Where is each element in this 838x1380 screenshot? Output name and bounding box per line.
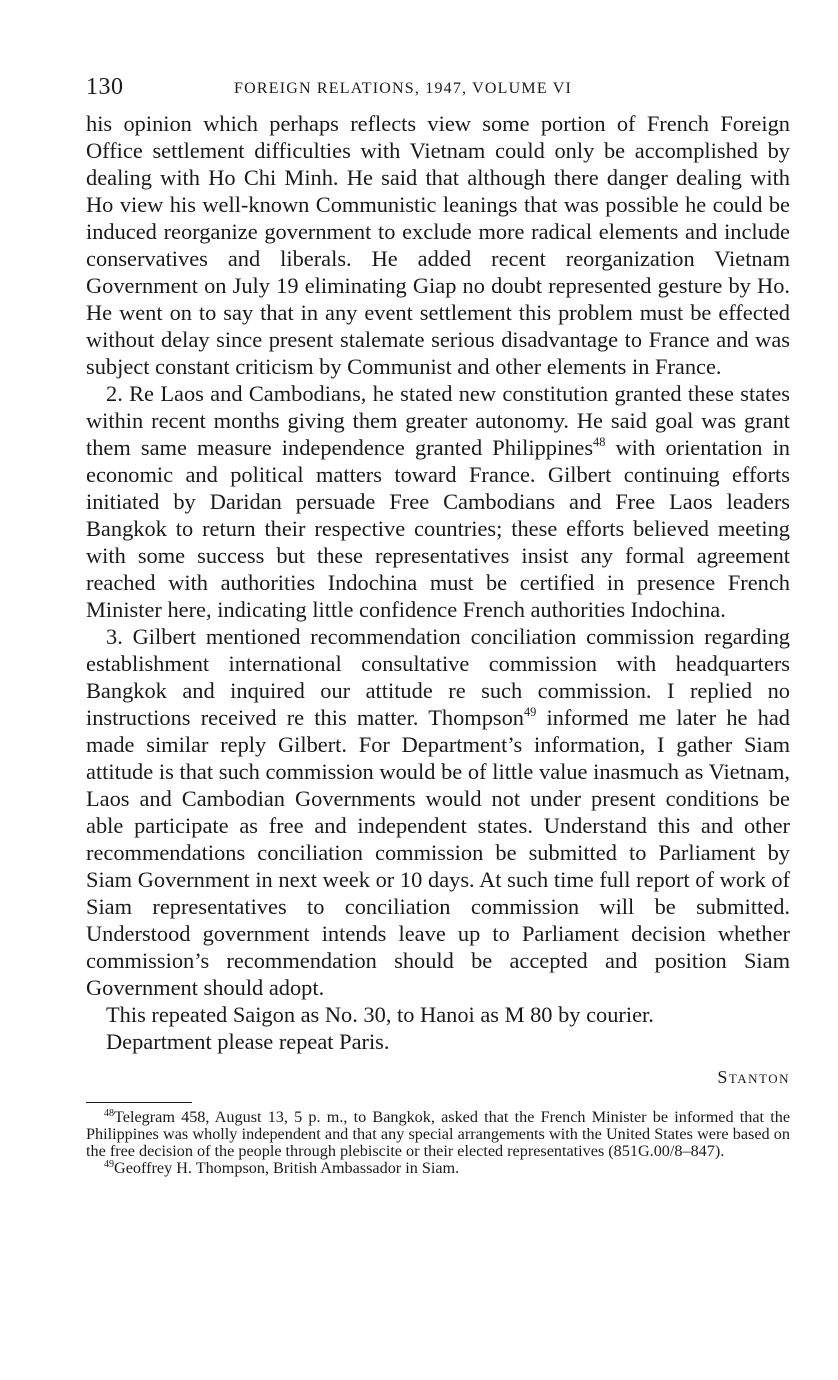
footnote-ref-49[interactable]: 49 (524, 704, 537, 719)
document-body (86, 110, 790, 1055)
footnote-number: 49 (104, 1158, 115, 1170)
footnote-divider (86, 1102, 192, 1103)
footnote-ref-48[interactable]: 48 (593, 434, 606, 449)
footnote-text: Geoffrey H. Thompson, British Ambassador in Siam. (114, 1159, 460, 1177)
paragraph-text: with orientation in economic and political matters toward France. Gilbert continuing efforts initiated by Daridan persuade Free Cambodians and Free Laos leaders Bangkok to return their respective countries; these efforts believed meeting with some success but these representatives insist any formal agreement reached with authorities Indochina must be certified in presence French Minister here, indicating little confidence French authorities Indochina. (86, 435, 790, 622)
footnote-49 (86, 1160, 790, 1177)
page-header (86, 70, 790, 110)
footnotes (86, 1109, 790, 1177)
paragraph-continuation: his opinion which perhaps reflects view some portion of French Foreign Office settlement difficulties with Vietnam could only be accomplished by dealing with Ho Chi Minh. He said that although there danger dealing with Ho view his well-known Communistic leanings that was possible he could be induced reorganize government to exclude more radical elements and include conservatives and liberals. He added recent reorganization Vietnam Government on July 19 eliminating Giap no doubt represented gesture by Ho. He went on to say that in any event settlement this problem must be effected without delay since present stalemate serious disadvantage to France and was subject constant criticism by Communist and other elements in France. (86, 111, 790, 379)
footnote-number: 48 (104, 1107, 115, 1119)
document-page (86, 70, 790, 1177)
paragraph-commission (86, 623, 790, 1001)
paragraph-laos-cambodians (86, 380, 790, 623)
paragraph-repeated: This repeated Saigon as No. 30, to Hanoi as M 80 by courier. (106, 1002, 654, 1027)
paragraph-department: Department please repeat Paris. (106, 1029, 390, 1054)
footnote-text: Telegram 458, August 13, 5 p. m., to Bangkok, asked that the French Minister be informed that the Philippines was wholly independent and that any special arrangements with the United States were based on the free decision of the people through plebiscite or their elected representatives (851G.00/8–847). (86, 1108, 790, 1160)
page-number: 130 (86, 74, 124, 100)
running-head: FOREIGN RELATIONS, 1947, VOLUME VI (234, 80, 572, 97)
paragraph-text: 3. Gilbert mentioned recommendation conciliation commission regarding establishment international consultative commission with headquarters Bangkok and inquired our attitude re such commission. I replied no instructions received re this matter. Thompson (86, 624, 790, 730)
paragraph-text: 2. Re Laos and Cambodians, he stated new constitution granted these states within recent months giving them greater autonomy. He said goal was grant them same measure independence granted Philippines (86, 381, 790, 460)
footnote-48 (86, 1109, 790, 1160)
paragraph-text: informed me later he had made similar reply Gilbert. For Department’s information, I gather Siam attitude is that such commission would be of little value inasmuch as Vietnam, Laos and Cambodian Governments would not under present conditions be able participate as free and independent states. Understand this and other recommendations conciliation commission be submitted to Parliament by Siam Government in next week or 10 days. At such time full report of work of Siam representatives to conciliation commission will be submitted. Understood government intends leave up to Parliament decision whether commission’s recommendation should be accepted and position Siam Government should adopt. (86, 705, 790, 1000)
signature: Stanton (717, 1067, 790, 1087)
